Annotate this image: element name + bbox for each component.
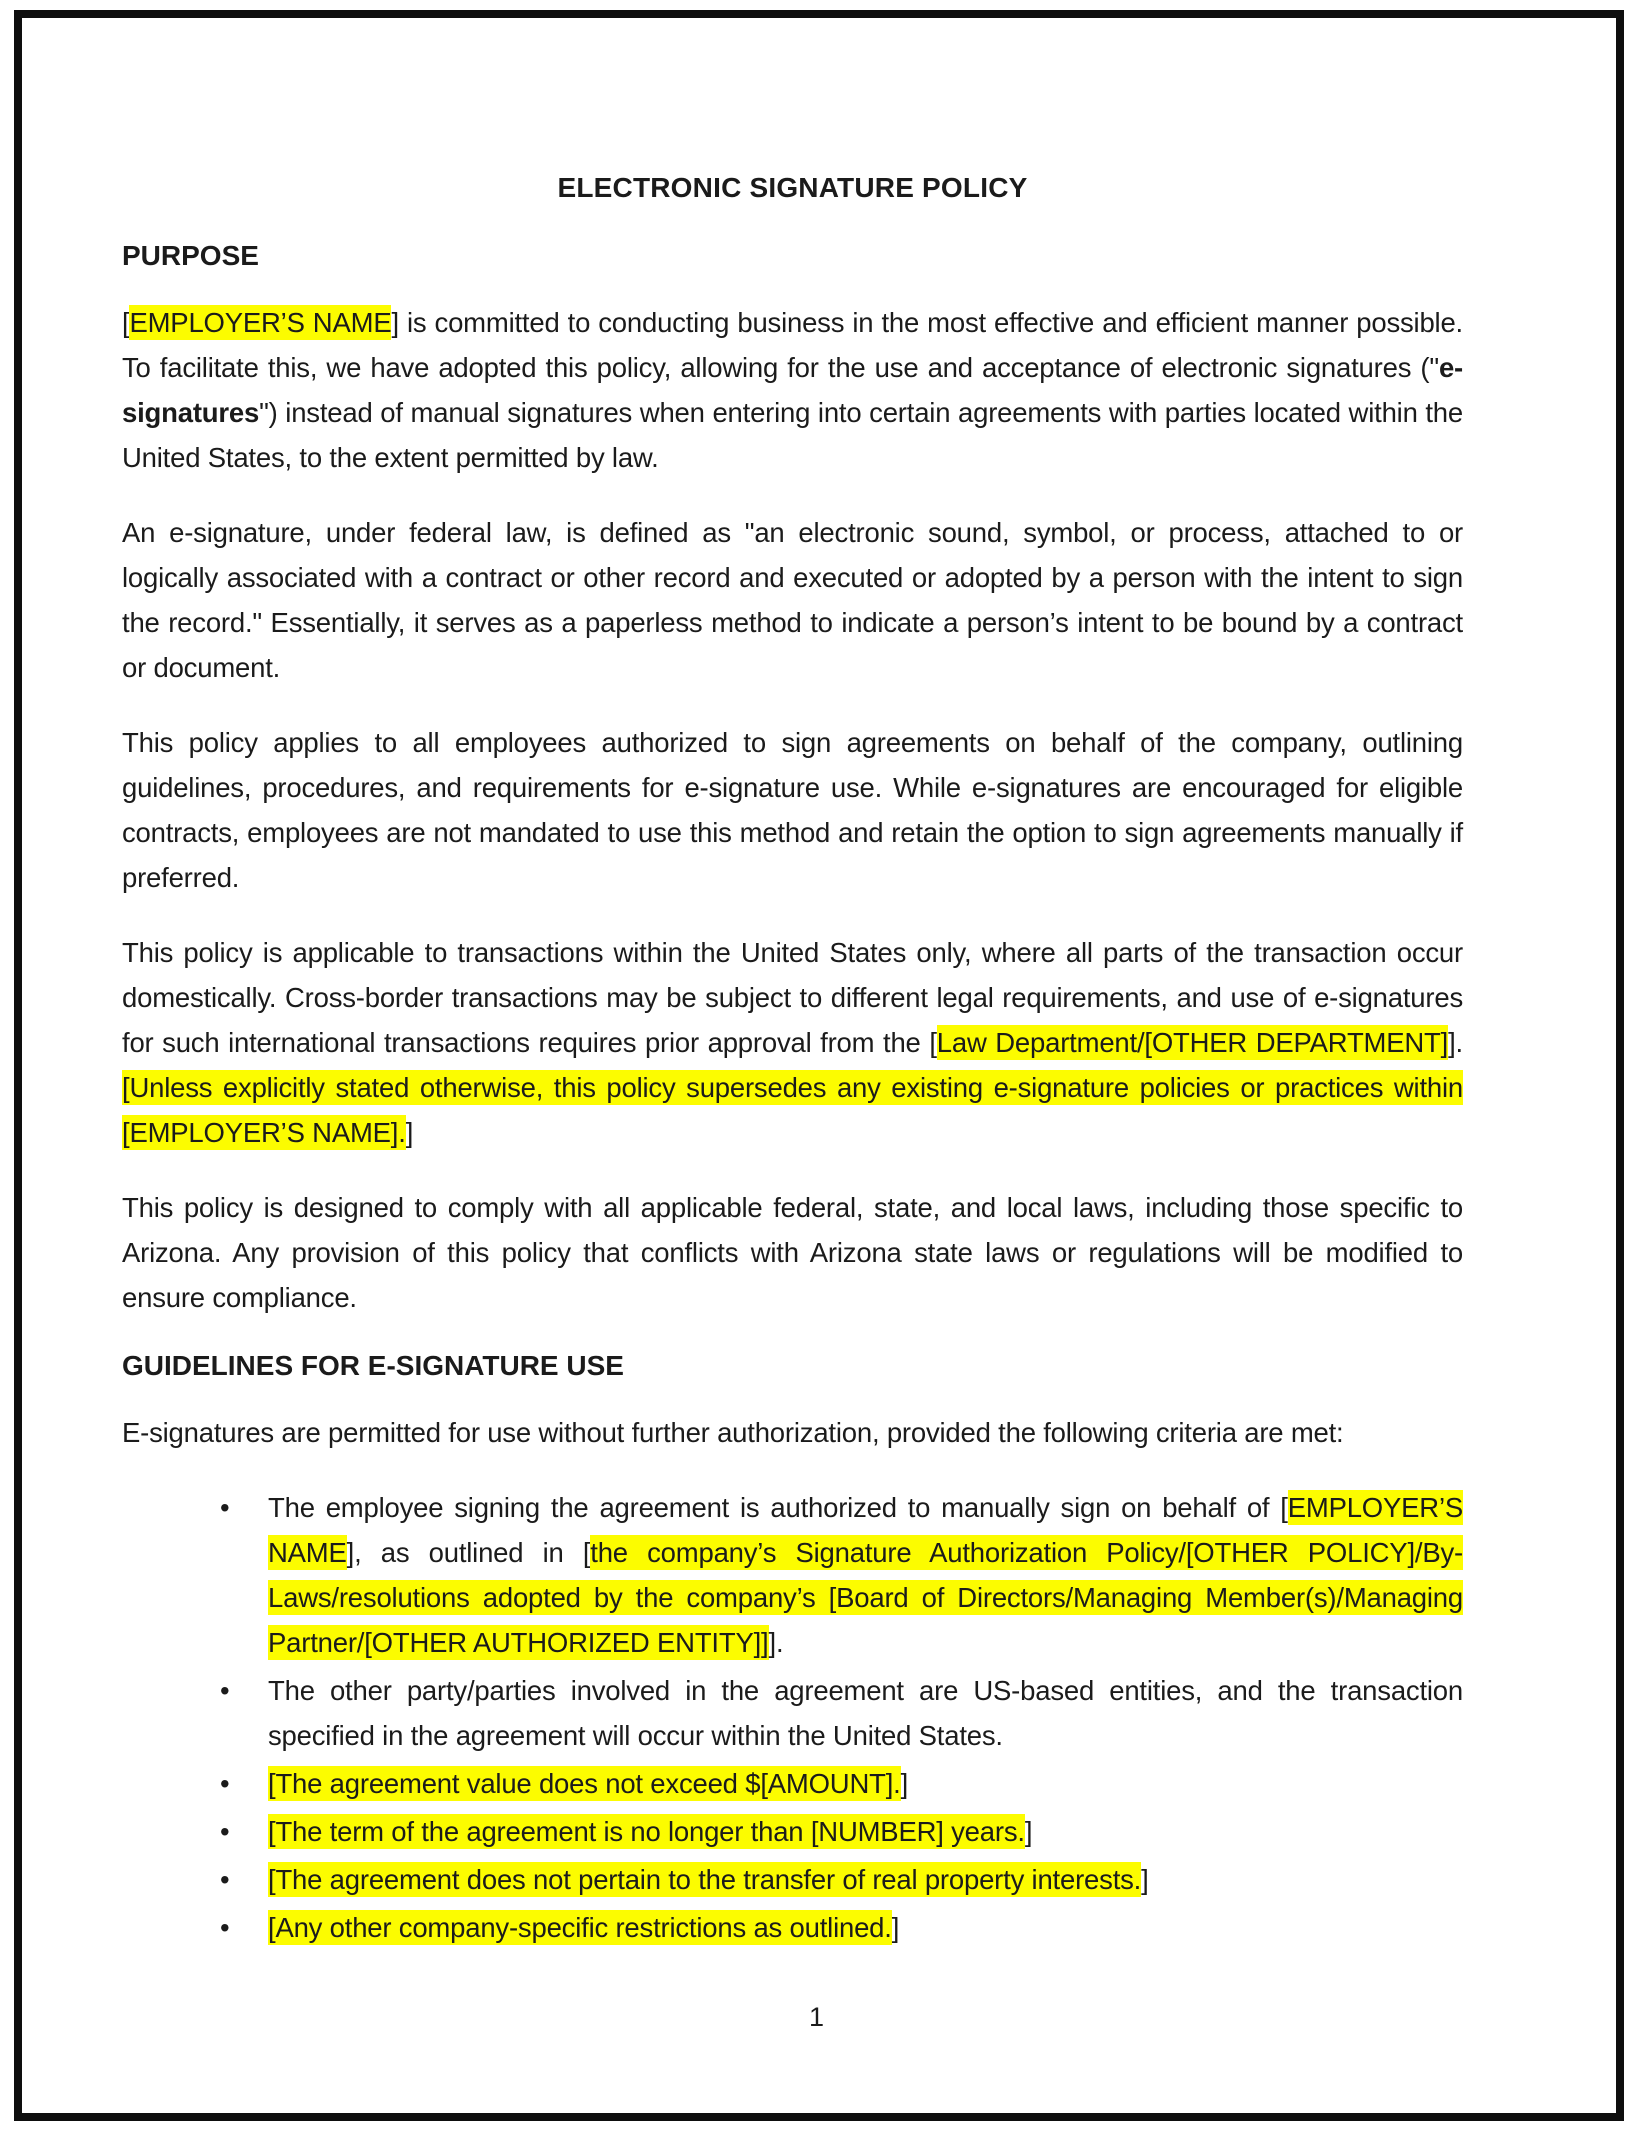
highlighted-text: the company’s Signature Authorization Policy/[OTHER POLICY]/By-Laws/resolutions adopted by the company’s [Board of Directors/Managing Member(s)/Managing Partner/[OTHER AUTHORIZED ENTITY]]	[268, 1537, 1463, 1658]
text-run: ") instead of manual signatures when entering into certain agreements with parties located within the United States, to the extent permitted by law.	[122, 397, 1463, 473]
text-run: ]	[1024, 1816, 1033, 1847]
criteria-item-authorized-signer	[268, 1485, 1463, 1665]
criteria-item-us-based-parties	[268, 1668, 1463, 1758]
criteria-list	[122, 1485, 1463, 1950]
text-run: [	[122, 307, 130, 338]
text-run: This policy applies to all employees authorized to sign agreements on behalf of the company, outlining guidelines, procedures, and requirements for e-signature use. While e-signatures are encouraged for eligible contracts, employees are not mandated to use this method and retain the option to sign agreements manually if preferred.	[122, 727, 1463, 893]
text-run: The other party/parties involved in the agreement are US-based entities, and the transaction specified in the agreement will occur within the United States.	[268, 1675, 1463, 1751]
text-run: ]	[891, 1912, 900, 1943]
purpose-paragraph-4	[122, 930, 1463, 1155]
text-run: ].	[1448, 1027, 1463, 1058]
section-heading-purpose: PURPOSE	[122, 240, 259, 271]
criteria-item-agreement-term	[268, 1809, 1463, 1854]
text-run: ]	[900, 1768, 909, 1799]
page-number: 1	[808, 2002, 825, 2032]
purpose-paragraph-2	[122, 510, 1463, 690]
text-run: ].	[768, 1627, 784, 1658]
criteria-item-other-restrictions	[268, 1905, 1463, 1950]
document-title: ELECTRONIC SIGNATURE POLICY	[557, 172, 1028, 203]
highlighted-text: [Unless explicitly stated otherwise, this policy supersedes any existing e-signature policies or practices within [EMPLOYER’S NAME].	[122, 1072, 1463, 1148]
criteria-item-agreement-value	[268, 1761, 1463, 1806]
section-heading-guidelines: GUIDELINES FOR E-SIGNATURE USE	[122, 1350, 624, 1381]
text-run: An e-signature, under federal law, is defined as "an electronic sound, symbol, or process, attached to or logically associated with a contract or other record and executed or adopted by a person with the intent to sign the record." Essentially, it serves as a paperless method to indicate a person’s intent to be bound by a contract or document.	[122, 517, 1463, 683]
text-run: This policy is designed to comply with all applicable federal, state, and local laws, including those specific to Arizona. Any provision of this policy that conflicts with Arizona state laws or regulations will be modified to ensure compliance.	[122, 1192, 1463, 1313]
purpose-paragraph-1	[122, 300, 1463, 480]
highlighted-text: [The agreement value does not exceed $[AMOUNT].	[268, 1768, 901, 1799]
highlighted-text: Law Department/[OTHER DEPARTMENT]	[936, 1027, 1449, 1058]
text-run: E-signatures are permitted for use without further authorization, provided the following criteria are met:	[122, 1417, 1344, 1448]
highlighted-text: [The term of the agreement is no longer than [NUMBER] years.	[268, 1816, 1025, 1847]
text-run: ] is committed to conducting business in the most effective and efficient manner possible. To facilitate this, we have adopted this policy, allowing for the use and acceptance of electronic signatures ("	[122, 307, 1463, 383]
text-run: This policy is applicable to transactions within the United States only, where all parts of the transaction occur domestically. Cross-border transactions may be subject to different legal requirements, and use of e-signatures for such international transactions requires prior approval from the [	[122, 937, 1463, 1058]
text-run: ], as outlined in [	[346, 1537, 591, 1568]
highlighted-text: [Any other company-specific restrictions as outlined.	[268, 1912, 892, 1943]
page-content	[122, 0, 1463, 1953]
text-run: The employee signing the agreement is authorized to manually sign on behalf of [	[268, 1492, 1288, 1523]
text-run: e-signatures	[122, 352, 1463, 428]
highlighted-text: EMPLOYER’S NAME	[129, 307, 392, 338]
criteria-item-real-property	[268, 1857, 1463, 1902]
text-run: ]	[1141, 1864, 1149, 1895]
highlighted-text: EMPLOYER’S NAME	[268, 1492, 1463, 1568]
purpose-paragraph-3	[122, 720, 1463, 900]
guidelines-intro-paragraph	[122, 1410, 1463, 1455]
text-run: ]	[405, 1117, 414, 1148]
highlighted-text: [The agreement does not pertain to the transfer of real property interests.	[268, 1864, 1142, 1895]
purpose-paragraph-5	[122, 1185, 1463, 1320]
